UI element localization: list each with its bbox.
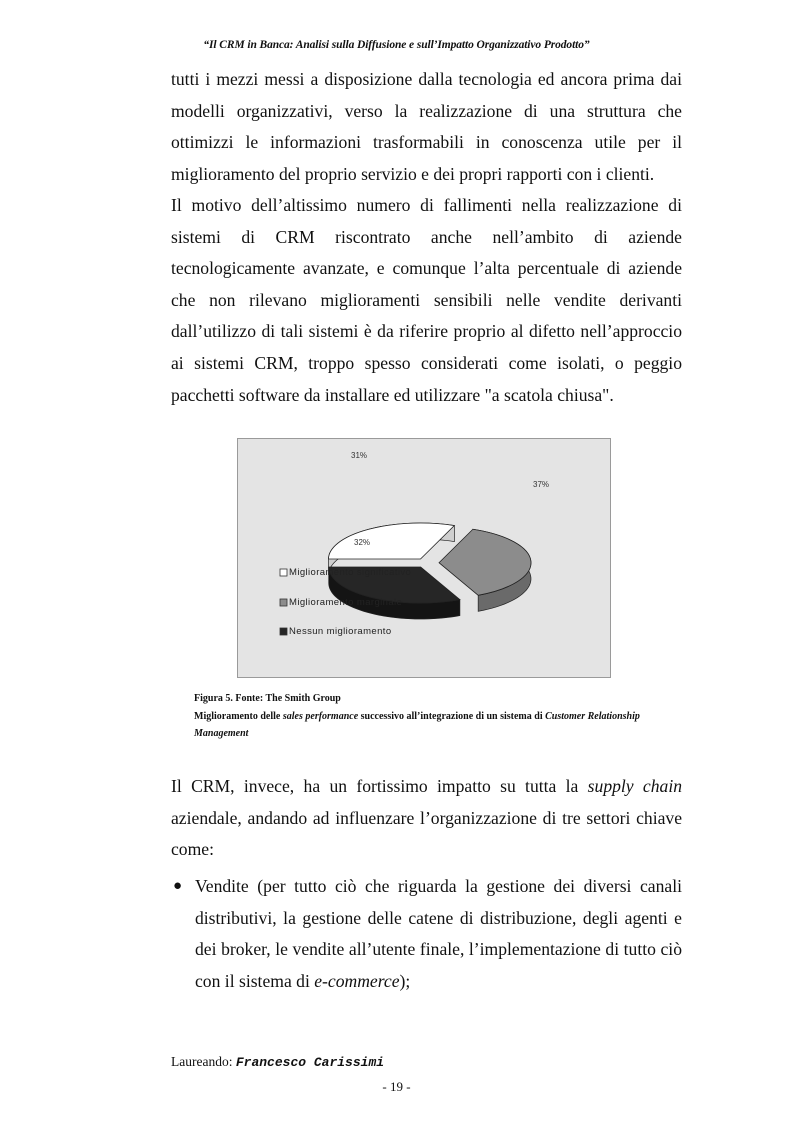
- legend-item-2: [280, 626, 392, 637]
- bullet-icon: ●: [173, 878, 183, 894]
- legend-item-1: [280, 597, 402, 608]
- list-item-text: Vendite (per tutto ciò che riguarda la gestione dei diversi canali distributivi, la gestione delle catene di distribuzione, degli agenti e dei broker, le vendite all’utente finale, l’implementazione di tutto ciò con il sistema di: [195, 876, 682, 991]
- legend-label: Nessun miglioramento: [289, 626, 392, 637]
- figure-description: [194, 708, 694, 743]
- legend-swatch: [280, 628, 287, 635]
- caption-text: successivo all’integrazione di un sistema di: [358, 710, 546, 722]
- legend-item-0: [280, 567, 411, 578]
- bullet-list: [171, 871, 682, 997]
- slice-label-2: 32%: [354, 538, 371, 547]
- paragraph-italic: supply chain: [587, 776, 683, 796]
- legend-label: Miglioramento significativo: [289, 567, 412, 578]
- slice-label-0: 31%: [351, 451, 368, 460]
- page-number: - 19 -: [382, 1079, 411, 1094]
- figure-source: Figura 5. Fonte: The Smith Group: [194, 693, 341, 704]
- list-item-text: );: [399, 970, 411, 991]
- caption-text: Miglioramento delle: [194, 710, 283, 722]
- caption-italic: Customer Relationship Management: [194, 710, 640, 739]
- list-item-italic: e-commerce: [314, 970, 400, 991]
- author-name: Francesco Carissimi: [235, 1055, 385, 1070]
- figure-caption: [194, 690, 694, 743]
- slice-label-1: 37%: [533, 480, 550, 489]
- paragraph-text: Il CRM, invece, ha un fortissimo impatto su tutta la: [171, 776, 588, 796]
- paragraph-text: aziendale, andando ad influenzare l’organizzazione di tre settori chiave come:: [171, 807, 682, 860]
- list-item: [171, 871, 682, 997]
- running-header: “Il CRM in Banca: Analisi sulla Diffusione e sull’Impatto Organizzativo Prodotto”: [203, 39, 590, 51]
- pie-chart-figure: [237, 438, 611, 678]
- pie-chart: [238, 439, 612, 679]
- legend-swatch: [280, 569, 287, 576]
- body-paragraph-1: tutti i mezzi messi a disposizione dalla tecnologia ed ancora prima dai modelli organizzativi, verso la realizzazione di una struttura che ottimizzi le informazioni trasformabili in conoscenza utile per il miglioramento del proprio servizio e dei propri rapporti con i clienti.: [171, 69, 682, 184]
- author-label: Laureando:: [171, 1054, 236, 1069]
- body-paragraph-2: Il motivo dell’altissimo numero di fallimenti nella realizzazione di sistemi di CRM riscontrato anche nell’ambito di aziende tecnologicamente avanzate, e comunque l’alta percentuale di aziende che non rilevano miglioramenti sensibili nelle vendite derivanti dall’utilizzo di tali sistemi è da riferire proprio al difetto nell’approccio ai sistemi CRM, troppo spesso considerati come isolati, o peggio pacchetti software da installare ed utilizzare "a scatola chiusa".: [171, 195, 682, 405]
- body-paragraph-3: [171, 771, 682, 866]
- caption-italic: sales performance: [282, 710, 359, 722]
- footer-author: [171, 1054, 384, 1070]
- legend-swatch: [280, 599, 287, 606]
- legend-label: Miglioramento marginale: [289, 597, 403, 608]
